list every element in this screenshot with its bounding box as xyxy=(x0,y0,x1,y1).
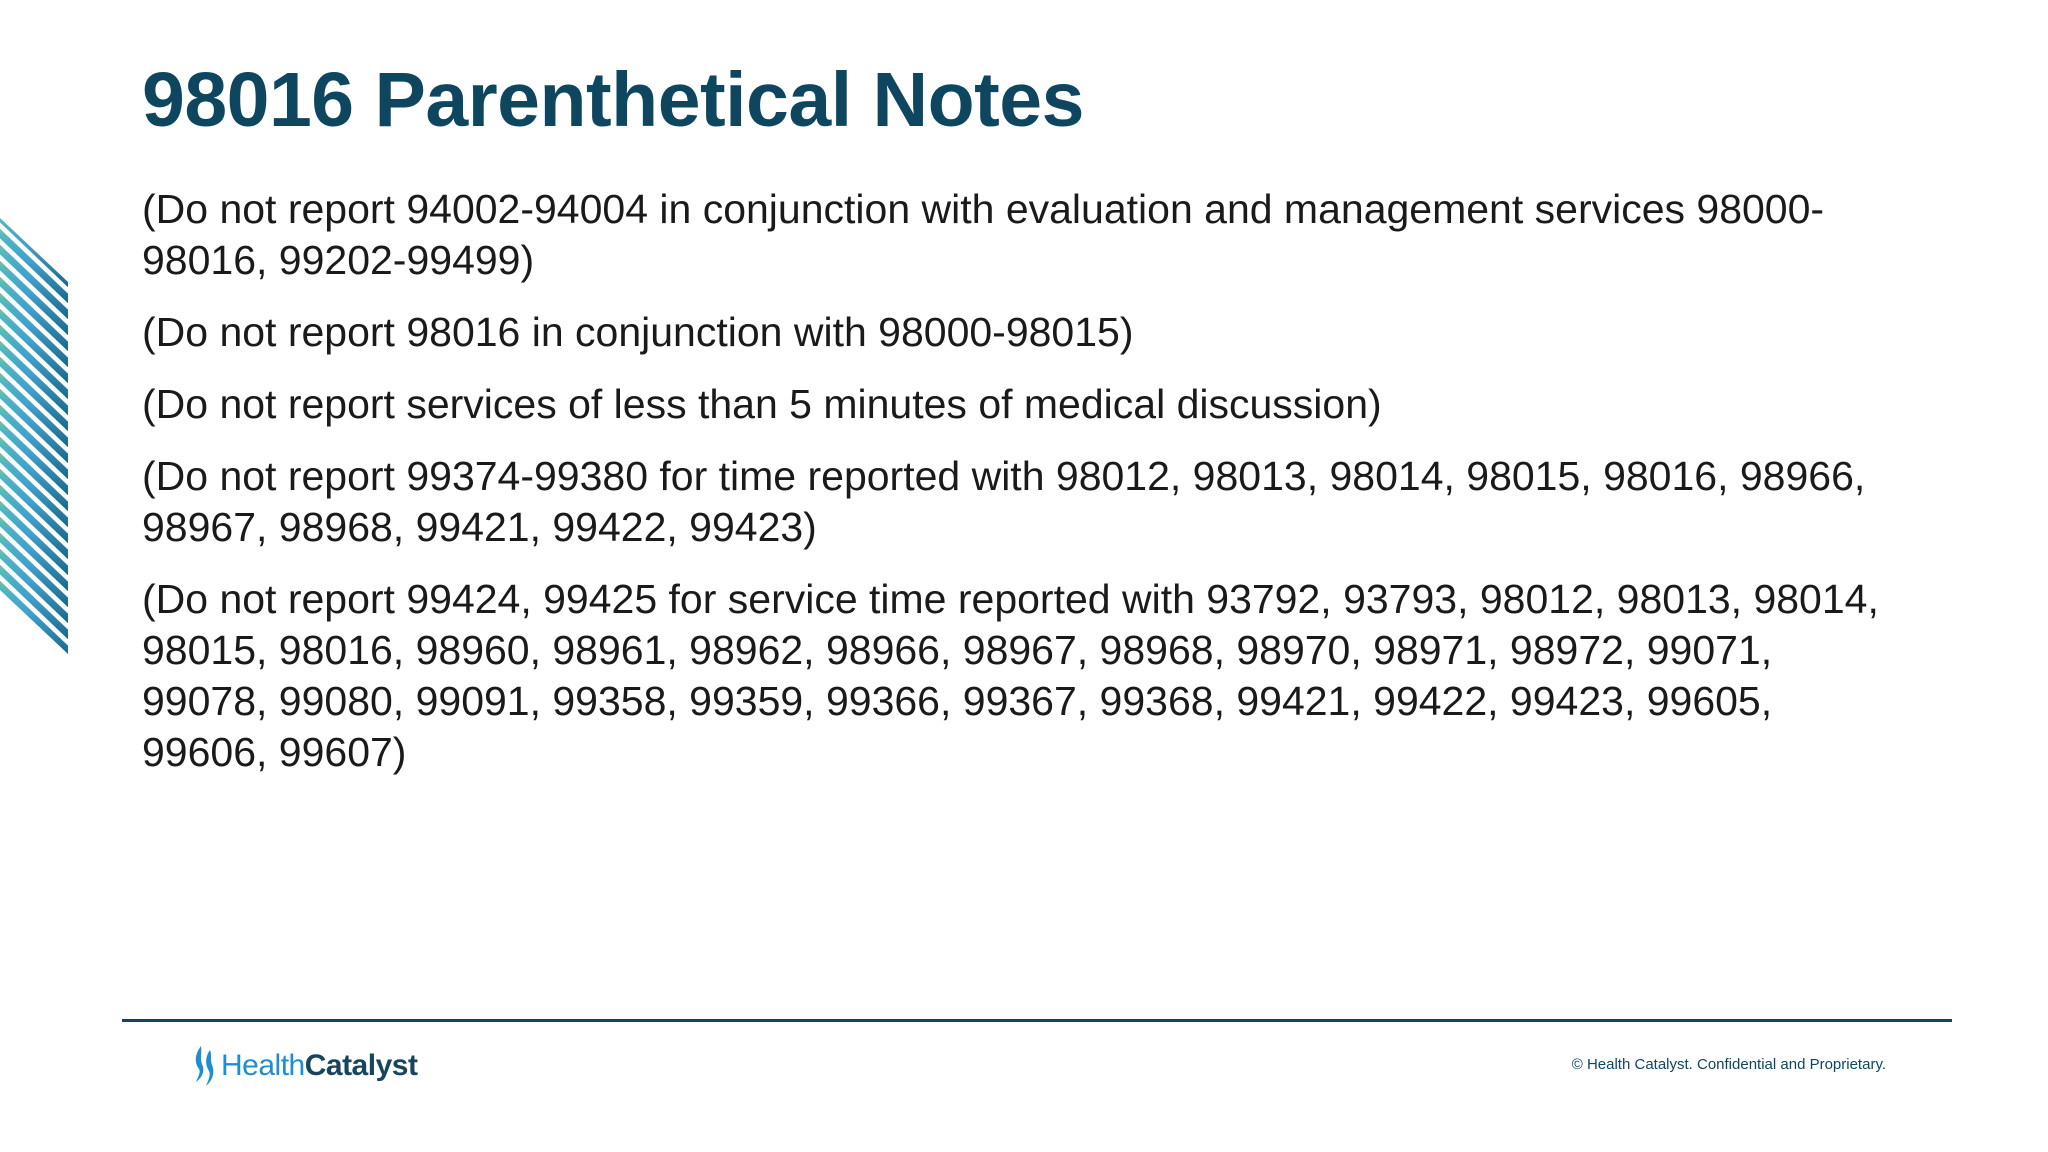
logo-health-text: Health xyxy=(221,1049,305,1082)
logo-catalyst-text: Catalyst xyxy=(304,1049,418,1082)
note-item: (Do not report 94002-94004 in conjunction with evaluation and management services 98000-98016, 99202-99499) xyxy=(142,186,1825,283)
health-catalyst-logo xyxy=(192,1044,417,1088)
note-item: (Do not report 98016 in conjunction with 98000-98015) xyxy=(142,309,1134,355)
notes-list xyxy=(142,184,1902,799)
logo-wordmark xyxy=(221,1049,417,1083)
slide-title: 98016 Parenthetical Notes xyxy=(142,57,1084,143)
flame-logo-icon xyxy=(192,1044,218,1088)
footer-divider xyxy=(122,1019,1952,1022)
note-item: (Do not report 99374-99380 for time reported with 98012, 98013, 98014, 98015, 98016, 98966, 98967, 98968, 99421, 99422, 99423) xyxy=(142,453,1866,550)
note-item: (Do not report services of less than 5 minutes of medical discussion) xyxy=(142,381,1382,427)
diagonal-stripes-icon xyxy=(0,218,68,654)
note-item: (Do not report 99424, 99425 for service time reported with 93792, 93793, 98012, 98013, 98014, 98015, 98016, 98960, 98961, 98962, 98966, 98967, 98968, 98970, 98971, 98972, 99071, 99078, 99080, 99091, 99358, 99359, 99366, 99367, 99368, 99421, 99422, 99423, 99605, 99606, 99607) xyxy=(142,576,1879,775)
copyright-notice: © Health Catalyst. Confidential and Proprietary. xyxy=(1571,1056,1886,1073)
